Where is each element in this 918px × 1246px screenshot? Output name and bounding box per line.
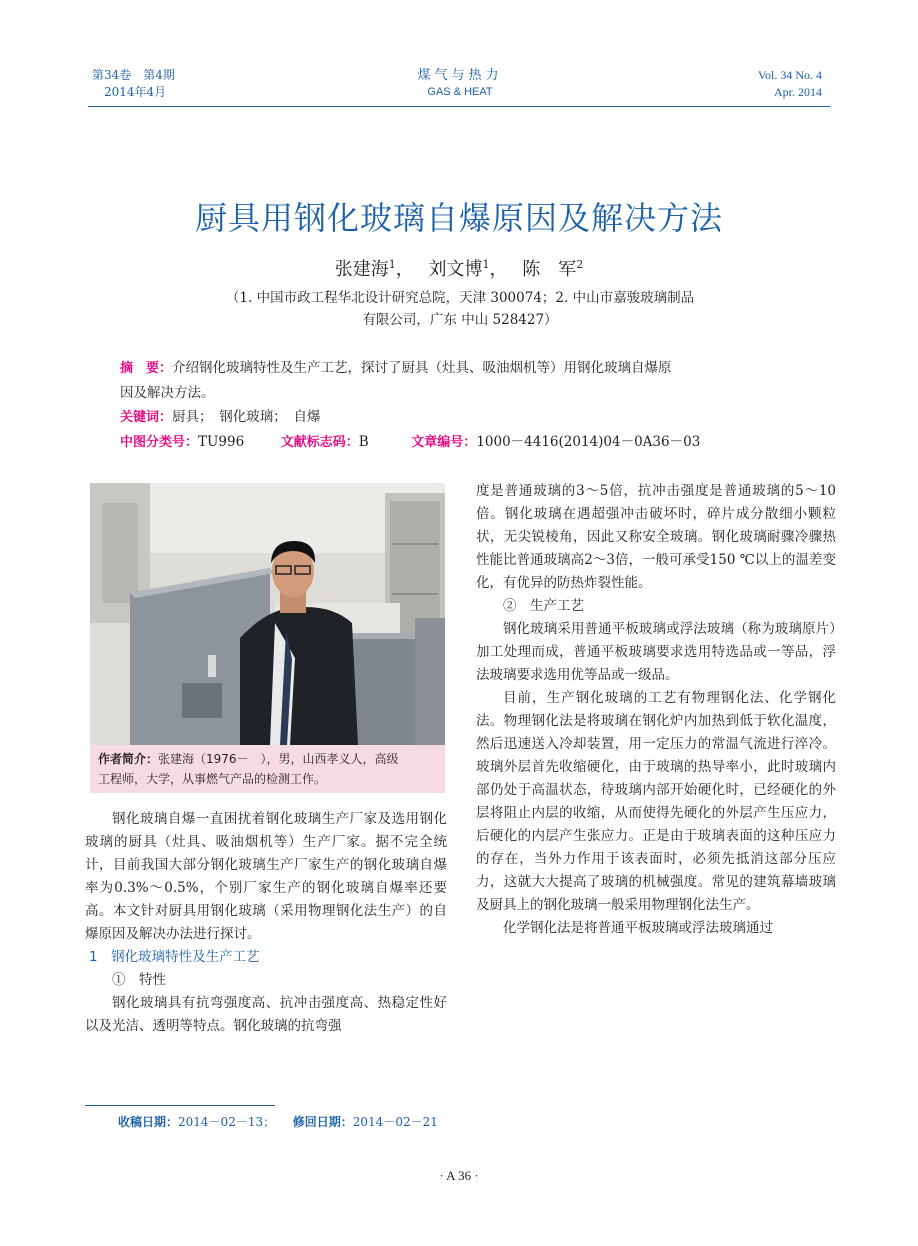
bio-text: 张建海（1976－ ），男，山西孝义人，高级 (158, 752, 399, 766)
header-center (380, 67, 540, 101)
subsection-heading: ② 生产工艺 (503, 598, 584, 614)
right-column (476, 480, 836, 940)
header-vol-issue-cn: 第34卷 第4期 (92, 68, 175, 82)
body-paragraph: 化学钢化法是将普通平板玻璃或浮法玻璃通过 (503, 920, 773, 936)
revised-date: 2014－02－21 (352, 1115, 438, 1129)
author-name: 陈 军 (522, 259, 577, 280)
footnote (118, 1113, 438, 1131)
affiliation-line: （1. 中国市政工程华北设计研究总院，天津 300074；2. 中山市嘉骏玻璃制品 (225, 290, 695, 306)
body-paragraph-cont: 度是普通玻璃的3～5倍，抗冲击强度是普通玻璃的5～10倍。钢化玻璃在遇超强冲击破坏时，碎片成分散细小颗粒状，无尖锐棱角，因此又称安全玻璃。钢化玻璃耐骤冷骤热性能比普通玻璃高2～3倍，一般可承受150 ℃以上的温差变化，有优异的防热炸裂性能。 (476, 483, 836, 591)
author-photo (90, 483, 445, 745)
header-right (758, 67, 822, 101)
subsection-heading: ① 特性 (112, 972, 166, 988)
header-date-en: Apr. 2014 (774, 85, 822, 99)
revised-label: 修回日期： (292, 1115, 353, 1129)
abstract (120, 356, 810, 381)
classification-row (120, 430, 810, 455)
left-column (85, 808, 447, 1038)
received-date: 2014－02－13； (178, 1115, 276, 1129)
affiliations (170, 287, 750, 331)
author-bio (90, 745, 445, 793)
body-paragraph: 钢化玻璃采用普通平板玻璃或浮法玻璃（称为玻璃原片）加工处理而成，普通平板玻璃要求选用特选品或一等品，浮法玻璃要求选用优等品或一级品。 (476, 621, 836, 683)
keywords (120, 405, 810, 430)
doc-code-label: 文献标志码： (280, 435, 359, 450)
author-name: 张建海 (334, 259, 389, 280)
author-affiliation-mark: 1 (388, 258, 396, 271)
intro-paragraph: 钢化玻璃自爆一直困扰着钢化玻璃生产厂家及选用钢化玻璃的厨具（灶具、吸油烟机等）生产厂家。据不完全统计，目前我国大部分钢化玻璃生产厂家生产的钢化玻璃自爆率为0.3%～0.5%，个别厂家生产的钢化玻璃自爆率还要高。本文针对厨具用钢化玻璃（采用物理钢化法生产）的自爆原因及解决办法进行探讨。 (85, 811, 447, 942)
header-vol-issue-en: Vol. 34 No. 4 (757, 68, 822, 82)
author-photo-image (90, 483, 445, 745)
clc-label: 中图分类号： (120, 435, 199, 450)
author-affiliation-mark: 1 (482, 258, 490, 271)
body-paragraph: 目前，生产钢化玻璃的工艺有物理钢化法、化学钢化法。物理钢化法是将玻璃在钢化炉内加热到低于软化温度，然后迅速送入冷却装置，用一定压力的常温气流进行淬冷。玻璃外层首先收缩硬化，由于玻璃的热导率小，此时玻璃内部仍处于高温状态，待玻璃内部开始硬化时，已经硬化的外层将阻止内层的收缩，从而使得先硬化的外层产生压应力，后硬化的内层产生张应力。正是由于玻璃表面的这种压应力的存在，当外力作用于该表面时，必须先抵消这部分压应力，这就大大提高了玻璃的机械强度。常见的建筑幕墙玻璃及厨具上的钢化玻璃一般采用物理钢化法生产。 (476, 690, 836, 913)
body-paragraph: 钢化玻璃具有抗弯强度高、抗冲击强度高、热稳定性好以及光洁、透明等特点。钢化玻璃的抗弯强 (85, 995, 447, 1034)
header-divider (88, 106, 830, 107)
affiliation-line: 有限公司，广东 中山 528427） (362, 312, 558, 328)
author-affiliation-mark: 2 (576, 258, 584, 271)
journal-name-en: GAS & HEAT (427, 86, 493, 98)
abstract-block (120, 356, 810, 455)
journal-name-cn: 煤气与热力 (417, 68, 503, 83)
header-date-cn: 2014年4月 (104, 85, 167, 99)
footnote-divider (85, 1105, 275, 1106)
article-title: 厨具用钢化玻璃自爆原因及解决方法 (194, 199, 723, 237)
bio-text-cont: 工程师，大学，从事燃气产品的检测工作。 (98, 772, 327, 786)
abstract-text: 介绍钢化玻璃特性及生产工艺，探讨了厨具（灶具、吸油烟机等）用钢化玻璃自爆原 (172, 360, 672, 376)
keywords-label: 关键词： (120, 410, 173, 425)
author-list: 张建海$^1$， 刘文博$^1$， 陈 军$^2$ (334, 258, 584, 280)
author-name: 刘文博 (428, 259, 483, 280)
received-label: 收稿日期： (118, 1115, 179, 1129)
header-left (92, 67, 175, 101)
bio-label: 作者简介： (98, 752, 159, 766)
article-no-value: 1000－4416(2014)04－0A36－03 (476, 434, 701, 450)
abstract-text-cont: 因及解决方法。 (120, 385, 215, 401)
doc-code-value: B (358, 434, 369, 450)
page-number: · A 36 · (439, 1168, 479, 1183)
abstract-label: 摘 要： (120, 361, 173, 376)
section-heading: 1 钢化玻璃特性及生产工艺 (89, 949, 260, 965)
clc-value: TU996 (198, 434, 245, 450)
keywords-text: 厨具； 钢化玻璃； 自爆 (172, 409, 321, 425)
article-no-label: 文章编号： (411, 435, 477, 450)
